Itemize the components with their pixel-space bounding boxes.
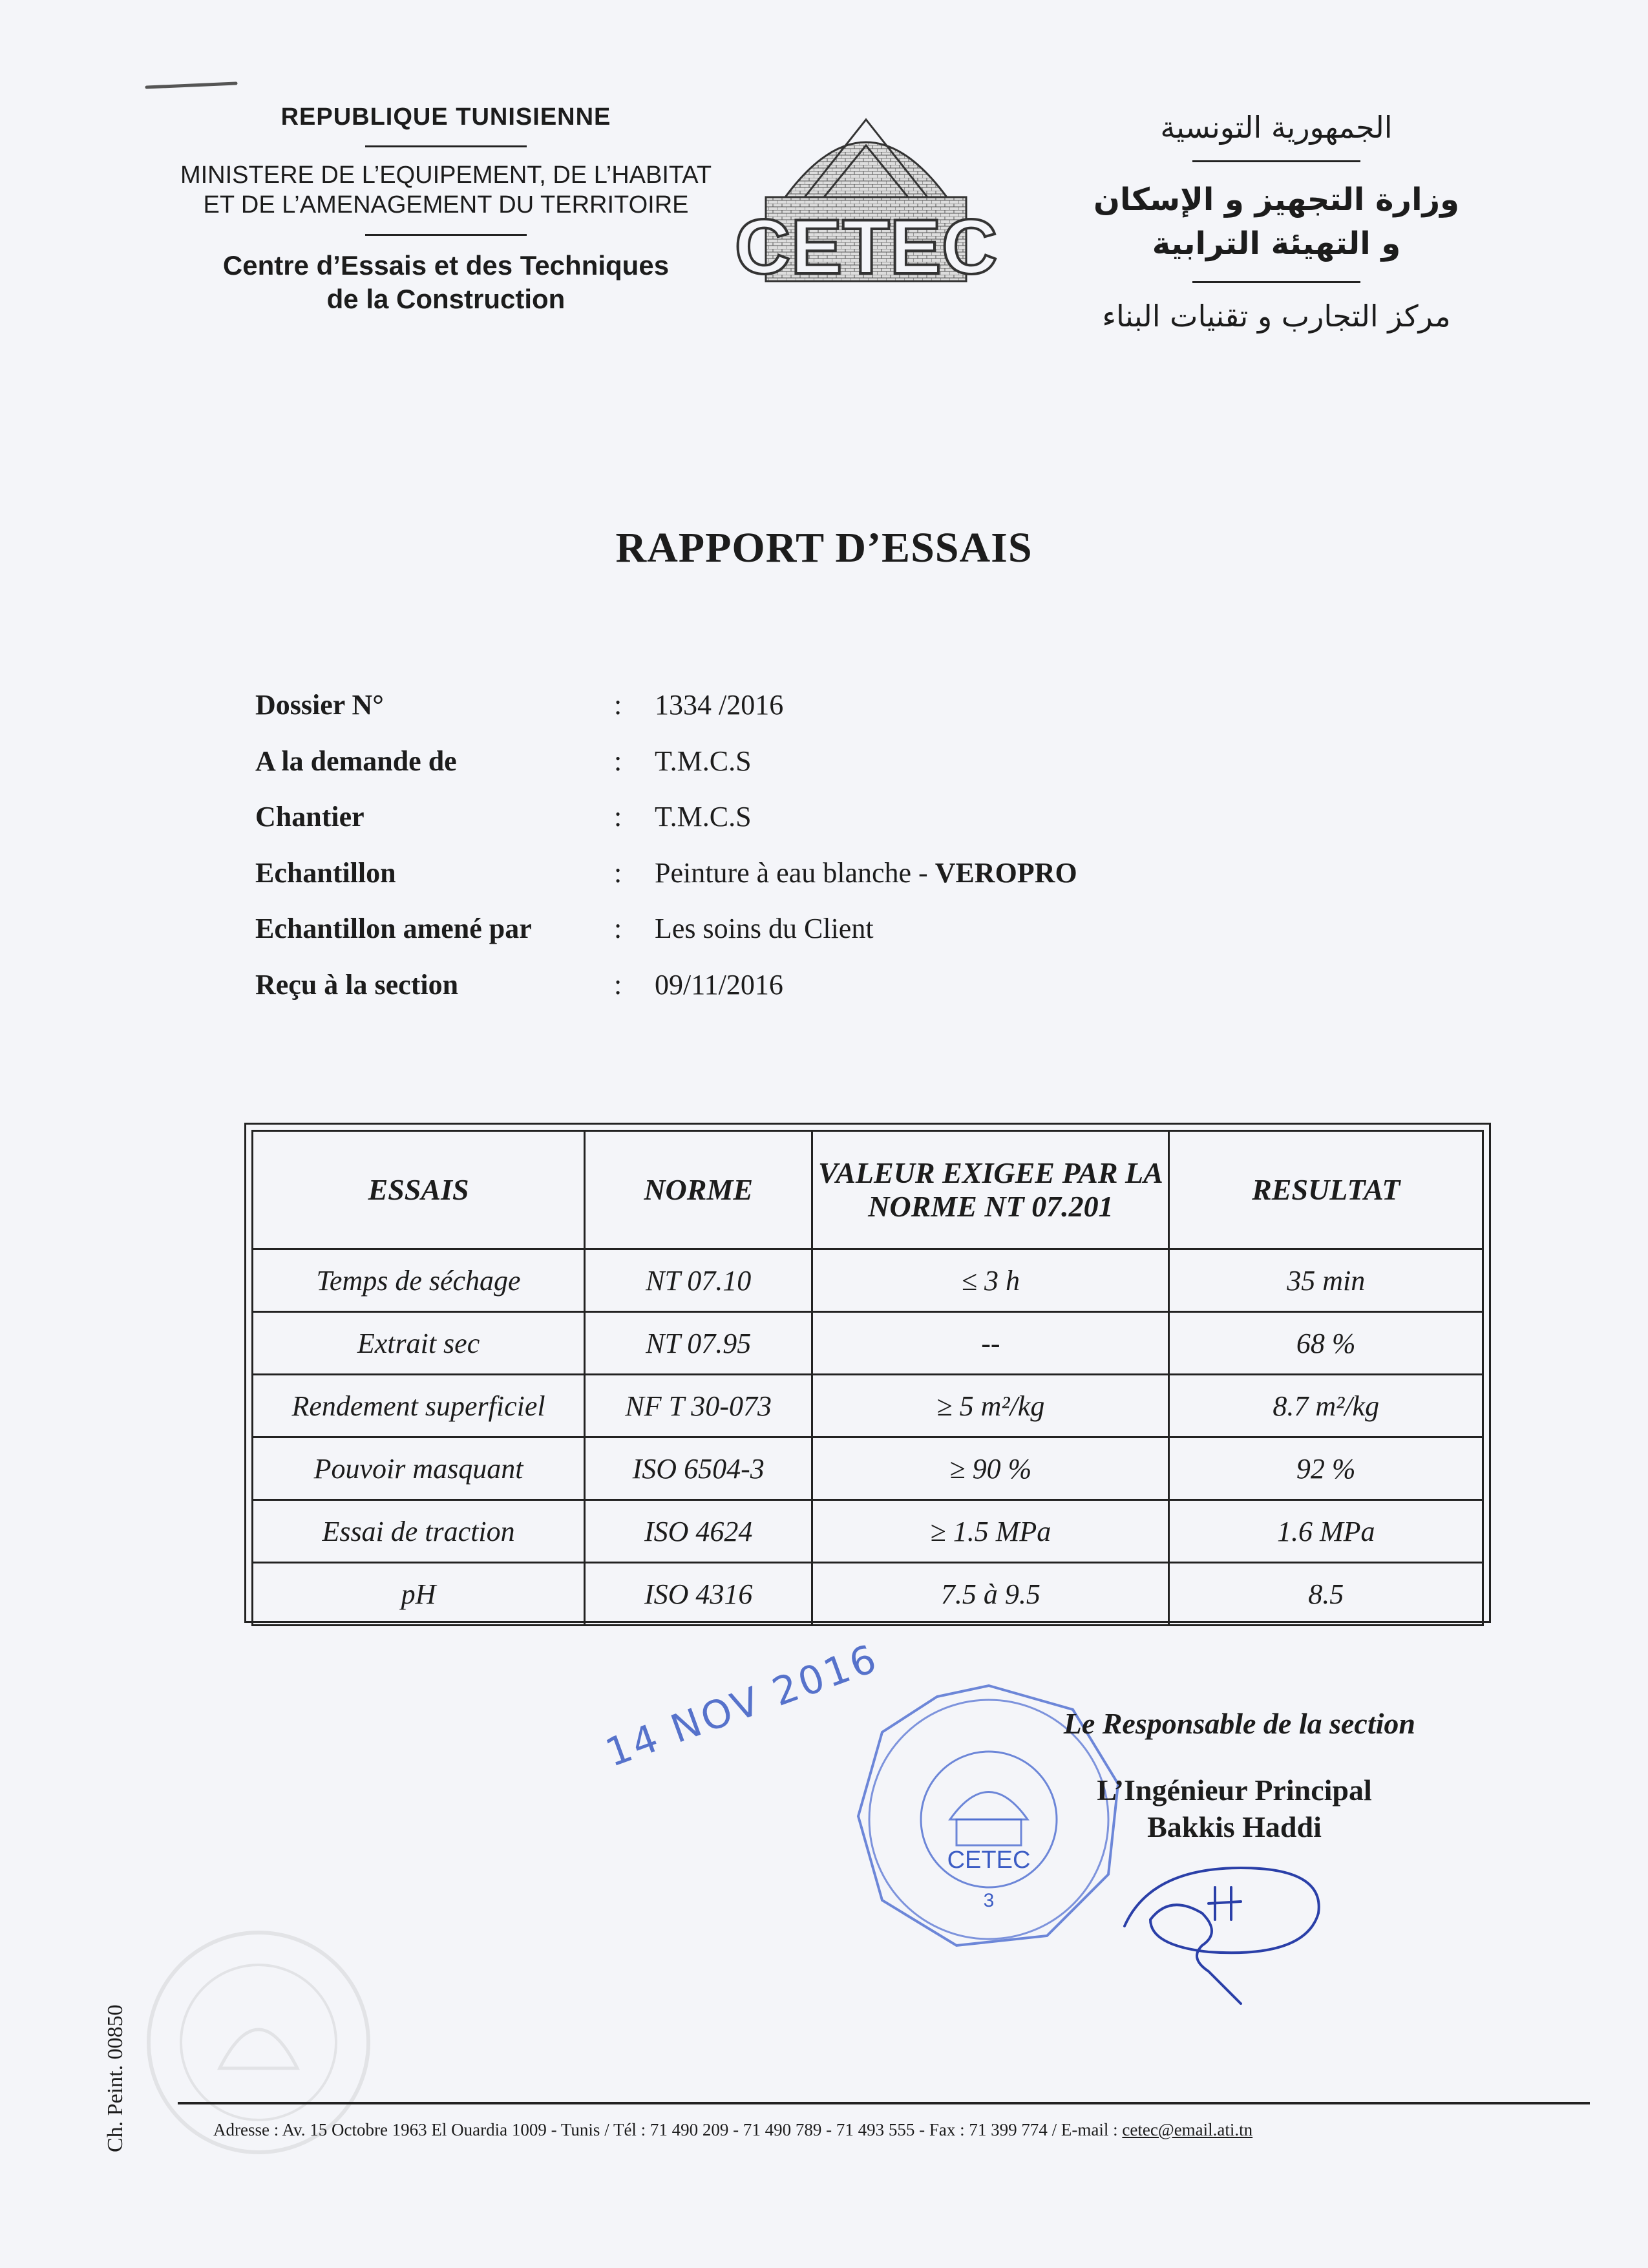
- sample-brand: VEROPRO: [935, 856, 1077, 889]
- table-cell: ≤ 3 h: [812, 1249, 1169, 1312]
- footer-email-link[interactable]: cetec@email.ati.tn: [1122, 2120, 1253, 2139]
- table-cell: 8.7 m²/kg: [1169, 1375, 1483, 1437]
- pen-mark: [145, 81, 242, 91]
- info-value: T.M.C.S: [655, 745, 752, 777]
- info-value: T.M.C.S: [655, 801, 752, 832]
- info-colon: :: [614, 745, 622, 777]
- table-row: [253, 1500, 1483, 1563]
- signatory-title: L’Ingénieur Principal: [1097, 1774, 1372, 1807]
- column-header: ESSAIS: [253, 1131, 585, 1249]
- header-left: [136, 103, 756, 316]
- table-cell: ≥ 90 %: [812, 1437, 1169, 1500]
- header-divider: [365, 145, 527, 147]
- footer-address: [213, 2120, 1252, 2140]
- footer-address-text: Adresse : Av. 15 Octobre 1963 El Ouardia 1009 - Tunis / Tél : 71 490 209 - 71 490 789 - 71 493 555 - Fax : 71 399 774 / E-mail :: [213, 2120, 1123, 2139]
- header-divider: [1192, 160, 1360, 162]
- table-cell: 35 min: [1169, 1249, 1483, 1312]
- table-cell: Extrait sec: [253, 1312, 585, 1375]
- table-cell: ISO 4316: [585, 1563, 812, 1626]
- republic-label: REPUBLIQUE TUNISIENNE: [280, 103, 611, 131]
- table-cell: 8.5: [1169, 1563, 1483, 1626]
- header-divider: [1192, 281, 1360, 283]
- info-value: [655, 856, 1077, 889]
- table-cell: ISO 4624: [585, 1500, 812, 1563]
- table-cell: 92 %: [1169, 1437, 1483, 1500]
- arabic-ministry-line-2: و التهيئة الترابية: [1152, 226, 1401, 262]
- table-row: [253, 1375, 1483, 1437]
- info-colon: :: [614, 968, 622, 1001]
- results-table-frame: [244, 1123, 1491, 1623]
- ministry-line-1: MINISTERE DE L’EQUIPEMENT, DE L’HABITAT: [180, 162, 712, 189]
- arabic-centre: مركز التجارب و تقنيات البناء: [1102, 299, 1451, 334]
- footer-divider: [178, 2102, 1590, 2104]
- cetec-logo: [734, 100, 998, 290]
- table-cell: 7.5 à 9.5: [812, 1563, 1169, 1626]
- info-value: Les soins du Client: [655, 913, 874, 944]
- table-cell: Temps de séchage: [253, 1249, 585, 1312]
- column-header: RESULTAT: [1169, 1131, 1483, 1249]
- info-colon: :: [614, 856, 622, 889]
- table-cell: 68 %: [1169, 1312, 1483, 1375]
- logo-text: CETEC: [734, 204, 998, 290]
- info-label: Echantillon amené par: [255, 913, 532, 944]
- table-row: [253, 1437, 1483, 1500]
- info-label: Reçu à la section: [255, 968, 459, 1001]
- info-label: Chantier: [255, 801, 364, 832]
- signature-block: [1028, 1706, 1441, 1844]
- info-label: A la demande de: [255, 745, 457, 777]
- info-label: Echantillon: [255, 856, 396, 889]
- arabic-ministry-line-1: وزارة التجهيز و الإسكان: [1093, 182, 1459, 218]
- table-cell: 1.6 MPa: [1169, 1500, 1483, 1563]
- info-colon: :: [614, 913, 622, 944]
- table-cell: Rendement superficiel: [253, 1375, 585, 1437]
- table-cell: NT 07.95: [585, 1312, 812, 1375]
- ministry-line-2: ET DE L’AMENAGEMENT DU TERRITOIRE: [203, 191, 689, 218]
- arabic-republic: الجمهورية التونسية: [1160, 110, 1393, 145]
- table-header-row: [253, 1131, 1483, 1249]
- results-table: [251, 1130, 1484, 1626]
- column-header: NORME: [585, 1131, 812, 1249]
- column-header: VALEUR EXIGEE PAR LA NORME NT 07.201: [812, 1131, 1169, 1249]
- centre-line-1: Centre d’Essais et des Techniques: [222, 250, 670, 281]
- table-row: [253, 1249, 1483, 1312]
- table-row: [253, 1563, 1483, 1626]
- header-divider: [365, 234, 527, 236]
- info-value: 1334 /2016: [655, 689, 784, 721]
- side-reference-code: Ch. Peint. 00850: [103, 2004, 127, 2152]
- centre-line-2: de la Construction: [326, 284, 565, 314]
- info-label: Dossier N°: [255, 689, 384, 721]
- table-cell: Essai de traction: [253, 1500, 585, 1563]
- table-cell: Pouvoir masquant: [253, 1437, 585, 1500]
- table-cell: ≥ 1.5 MPa: [812, 1500, 1169, 1563]
- header-right: [1034, 110, 1519, 334]
- table-cell: NF T 30-073: [585, 1375, 812, 1437]
- table-cell: ISO 6504-3: [585, 1437, 812, 1500]
- sample-description: Peinture à eau blanche -: [655, 856, 935, 889]
- table-cell: NT 07.10: [585, 1249, 812, 1312]
- seal-number: 3: [983, 1890, 995, 1911]
- date-stamp: 14 NOV 2016: [600, 1635, 885, 1776]
- info-colon: :: [614, 801, 622, 832]
- signatory-role: Le Responsable de la section: [1063, 1707, 1415, 1740]
- table-cell: --: [812, 1312, 1169, 1375]
- report-title: RAPPORT D’ESSAIS: [615, 524, 1033, 571]
- handwritten-signature: [1112, 1842, 1344, 2010]
- info-colon: :: [614, 689, 622, 721]
- signatory-name: Bakkis Haddi: [1147, 1810, 1322, 1843]
- table-row: [253, 1312, 1483, 1375]
- table-cell: pH: [253, 1563, 585, 1626]
- table-cell: ≥ 5 m²/kg: [812, 1375, 1169, 1437]
- seal-center-text: CETEC: [947, 1847, 1031, 1874]
- info-value: 09/11/2016: [655, 968, 783, 1001]
